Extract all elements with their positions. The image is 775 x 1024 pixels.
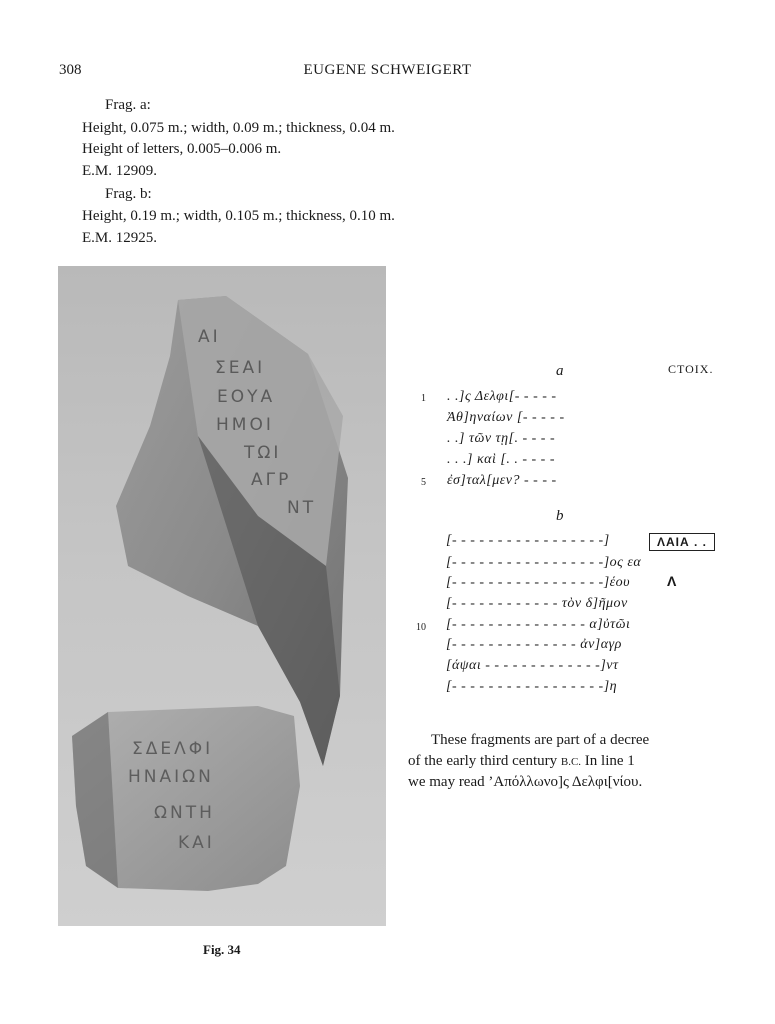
page-number: 308 [59, 62, 82, 78]
fragment-b-line: [- - - - - - - - - - - - τὸν δ]ῆμον [446, 596, 628, 611]
bc-abbreviation: B.C. [560, 756, 582, 768]
stone-upper-line-1: ΑΙ [198, 327, 221, 347]
frag-a-dimensions: Height, 0.075 m.; width, 0.09 m.; thickness, 0.04 m. [82, 120, 395, 136]
stoichedon-label: CTOIX. [668, 362, 714, 376]
commentary-line-2-start: of the early third century [408, 753, 558, 769]
commentary-line-1: These fragments are part of a decree [431, 732, 650, 748]
line-number-10: 10 [416, 622, 426, 633]
fragment-b-line: [άψαι - - - - - - - - - - - - -]ντ [446, 658, 619, 673]
frag-a-letter-height: Height of letters, 0.005–0.006 m. [82, 141, 282, 157]
boxed-letters: ΛΑΙΑ . . [649, 533, 715, 551]
figure-caption: Fig. 34 [203, 942, 241, 957]
fragment-b-line: [- - - - - - - - - - - - - - - - -]έου [446, 575, 631, 590]
stone-lower-line-4: ΚΑΙ [178, 833, 215, 853]
fragment-a-line: . .]ς Δελφι[- - - - - [447, 389, 557, 404]
fragment-a-line: ἐσ]ταλ[μεν? - - - - [447, 473, 557, 488]
commentary-line-3: we may read ’Απόλλωνο]ς Δελφι[νίου. [408, 774, 643, 790]
fragment-b-line: [- - - - - - - - - - - - - - ἀν]αγρ [446, 637, 622, 652]
fragment-b-line: [- - - - - - - - - - - - - - - - -]ος εα [446, 555, 642, 570]
fragment-a-heading: a [556, 363, 564, 379]
fragment-b-heading: b [556, 508, 564, 524]
lambda-mark: Λ [667, 573, 677, 589]
commentary-line-2-end: In line 1 [584, 753, 635, 769]
stone-upper-line-7: ΝΤ [287, 498, 317, 518]
fragment-b-line: [- - - - - - - - - - - - - - - - -]η [446, 679, 618, 694]
fragment-a-line: . . .] καὶ [. . - - - - [447, 452, 556, 467]
running-head: EUGENE SCHWEIGERT [303, 62, 472, 78]
fragment-b-line: [- - - - - - - - - - - - - - - - -] [446, 533, 610, 548]
line-number-5: 5 [421, 477, 426, 488]
fragments-photograph [58, 266, 386, 926]
fragment-a-line: . .] τῶν τῃ[. - - - - [447, 431, 556, 446]
fragment-b-line: [- - - - - - - - - - - - - - - α]ὐτῶι [446, 617, 631, 632]
stone-upper-line-4: ΗΜΟΙ [216, 415, 274, 435]
commentary-line-2 [408, 753, 635, 770]
frag-b-museum-number: E.M. 12925. [82, 230, 157, 246]
stone-upper-line-5: ΤΩΙ [244, 443, 282, 463]
stone-upper-line-3: ΕΟΥΑ [217, 387, 276, 407]
stone-lower-line-1: ΣΔΕΛΦΙ [132, 739, 214, 759]
frag-a-museum-number: E.M. 12909. [82, 163, 157, 179]
stone-upper-line-6: ΑΓΡ [251, 470, 292, 490]
stone-lower-line-2: ΗΝΑΙΩΝ [128, 767, 214, 787]
line-number-1: 1 [421, 393, 426, 404]
stone-illustration [58, 266, 386, 926]
frag-a-label: Frag. a: [105, 97, 151, 113]
frag-b-dimensions: Height, 0.19 m.; width, 0.105 m.; thickness, 0.10 m. [82, 208, 395, 224]
frag-b-label: Frag. b: [105, 186, 152, 202]
stone-lower-line-3: ΩΝΤΗ [154, 803, 215, 823]
fragment-a-line: Ἀθ]ηναίων [- - - - - [447, 410, 565, 425]
stone-upper-line-2: ΣΕΑΙ [215, 358, 266, 378]
